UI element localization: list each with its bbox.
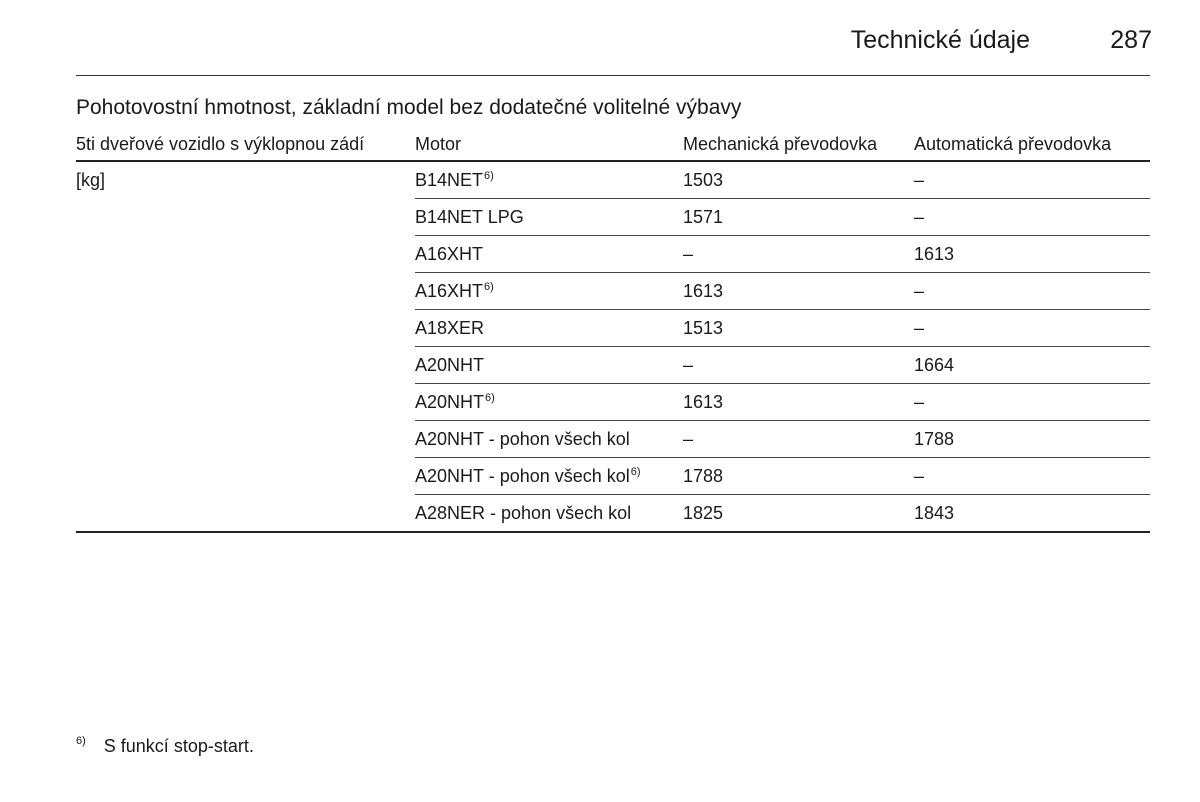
engine-name: A20NHT — [415, 355, 485, 375]
manual-weight-cell: – — [683, 429, 694, 449]
table-header-row — [76, 128, 1150, 162]
engine-cell — [415, 199, 524, 235]
engine-name: A28NER - pohon všech kol — [415, 503, 632, 523]
table-row — [415, 458, 1150, 495]
manual-weight-cell: 1513 — [683, 318, 724, 338]
table-title: Pohotovostní hmotnost, základní model bez dodatečné volitelné výbavy — [76, 96, 742, 119]
manual-weight-cell: 1788 — [683, 466, 724, 486]
manual-weight-cell: – — [683, 355, 694, 375]
engine-name: A20NHT — [415, 392, 485, 412]
automatic-weight-cell: 1843 — [914, 503, 955, 523]
footnote — [76, 733, 254, 759]
table-row — [415, 236, 1150, 273]
footnote-ref: 6) — [484, 281, 494, 293]
footnote-ref: 6) — [484, 170, 494, 182]
engine-cell — [415, 384, 495, 420]
automatic-weight-cell: 1664 — [914, 355, 955, 375]
column-header-manual: Mechanická převodovka — [683, 134, 878, 154]
page-header — [76, 24, 1152, 56]
table-row — [415, 421, 1150, 458]
table-row — [76, 495, 1150, 533]
automatic-weight-cell: – — [914, 170, 925, 190]
engine-cell — [415, 347, 484, 383]
engine-name: B14NET LPG — [415, 207, 524, 227]
engine-name: B14NET — [415, 170, 484, 190]
manual-weight-cell: – — [683, 244, 694, 264]
footnote-text: S funkcí stop-start. — [103, 736, 254, 756]
automatic-weight-cell: – — [914, 281, 925, 301]
manual-weight-cell: 1613 — [683, 392, 724, 412]
engine-cell — [415, 162, 494, 198]
automatic-weight-cell: – — [914, 207, 925, 227]
manual-weight-cell: 1571 — [683, 207, 724, 227]
column-header-vehicle: 5ti dveřové vozidlo s výklopnou zádí — [76, 134, 365, 154]
manual-weight-cell: 1503 — [683, 170, 724, 190]
column-header-engine: Motor — [415, 134, 462, 154]
engine-name: A20NHT - pohon všech kol — [415, 429, 630, 449]
engine-cell — [415, 236, 483, 272]
engine-name: A16XHT — [415, 281, 484, 301]
footnote-mark: 6) — [76, 735, 86, 747]
engine-name: A16XHT — [415, 244, 484, 264]
table-body — [76, 162, 1150, 533]
footnote-ref: 6) — [630, 466, 641, 478]
curb-weight-table — [76, 128, 1150, 533]
engine-cell — [415, 421, 630, 457]
automatic-weight-cell: 1788 — [914, 429, 955, 449]
automatic-weight-cell: 1613 — [914, 244, 955, 264]
manual-weight-cell: 1825 — [683, 503, 724, 523]
engine-cell — [415, 458, 641, 494]
page-number: 287 — [1110, 26, 1152, 54]
footnote-ref: 6) — [485, 392, 495, 404]
automatic-weight-cell: – — [914, 466, 925, 486]
section-title: Technické údaje — [850, 26, 1030, 54]
automatic-weight-cell: – — [914, 392, 925, 412]
engine-cell — [415, 310, 484, 346]
table-row — [415, 347, 1150, 384]
table-rows — [415, 162, 1150, 533]
table-row — [415, 384, 1150, 421]
header-divider — [76, 75, 1150, 76]
manual-weight-cell: 1613 — [683, 281, 724, 301]
table-row — [415, 273, 1150, 310]
unit-label: [kg] — [76, 170, 106, 190]
engine-cell — [415, 495, 631, 531]
engine-name: A18XER — [415, 318, 485, 338]
column-header-automatic: Automatická převodovka — [914, 134, 1112, 154]
engine-name: A20NHT - pohon všech kol — [415, 466, 630, 486]
automatic-weight-cell: – — [914, 318, 925, 338]
table-row — [415, 162, 1150, 199]
table-row — [415, 199, 1150, 236]
engine-cell — [415, 273, 494, 309]
table-row — [415, 310, 1150, 347]
